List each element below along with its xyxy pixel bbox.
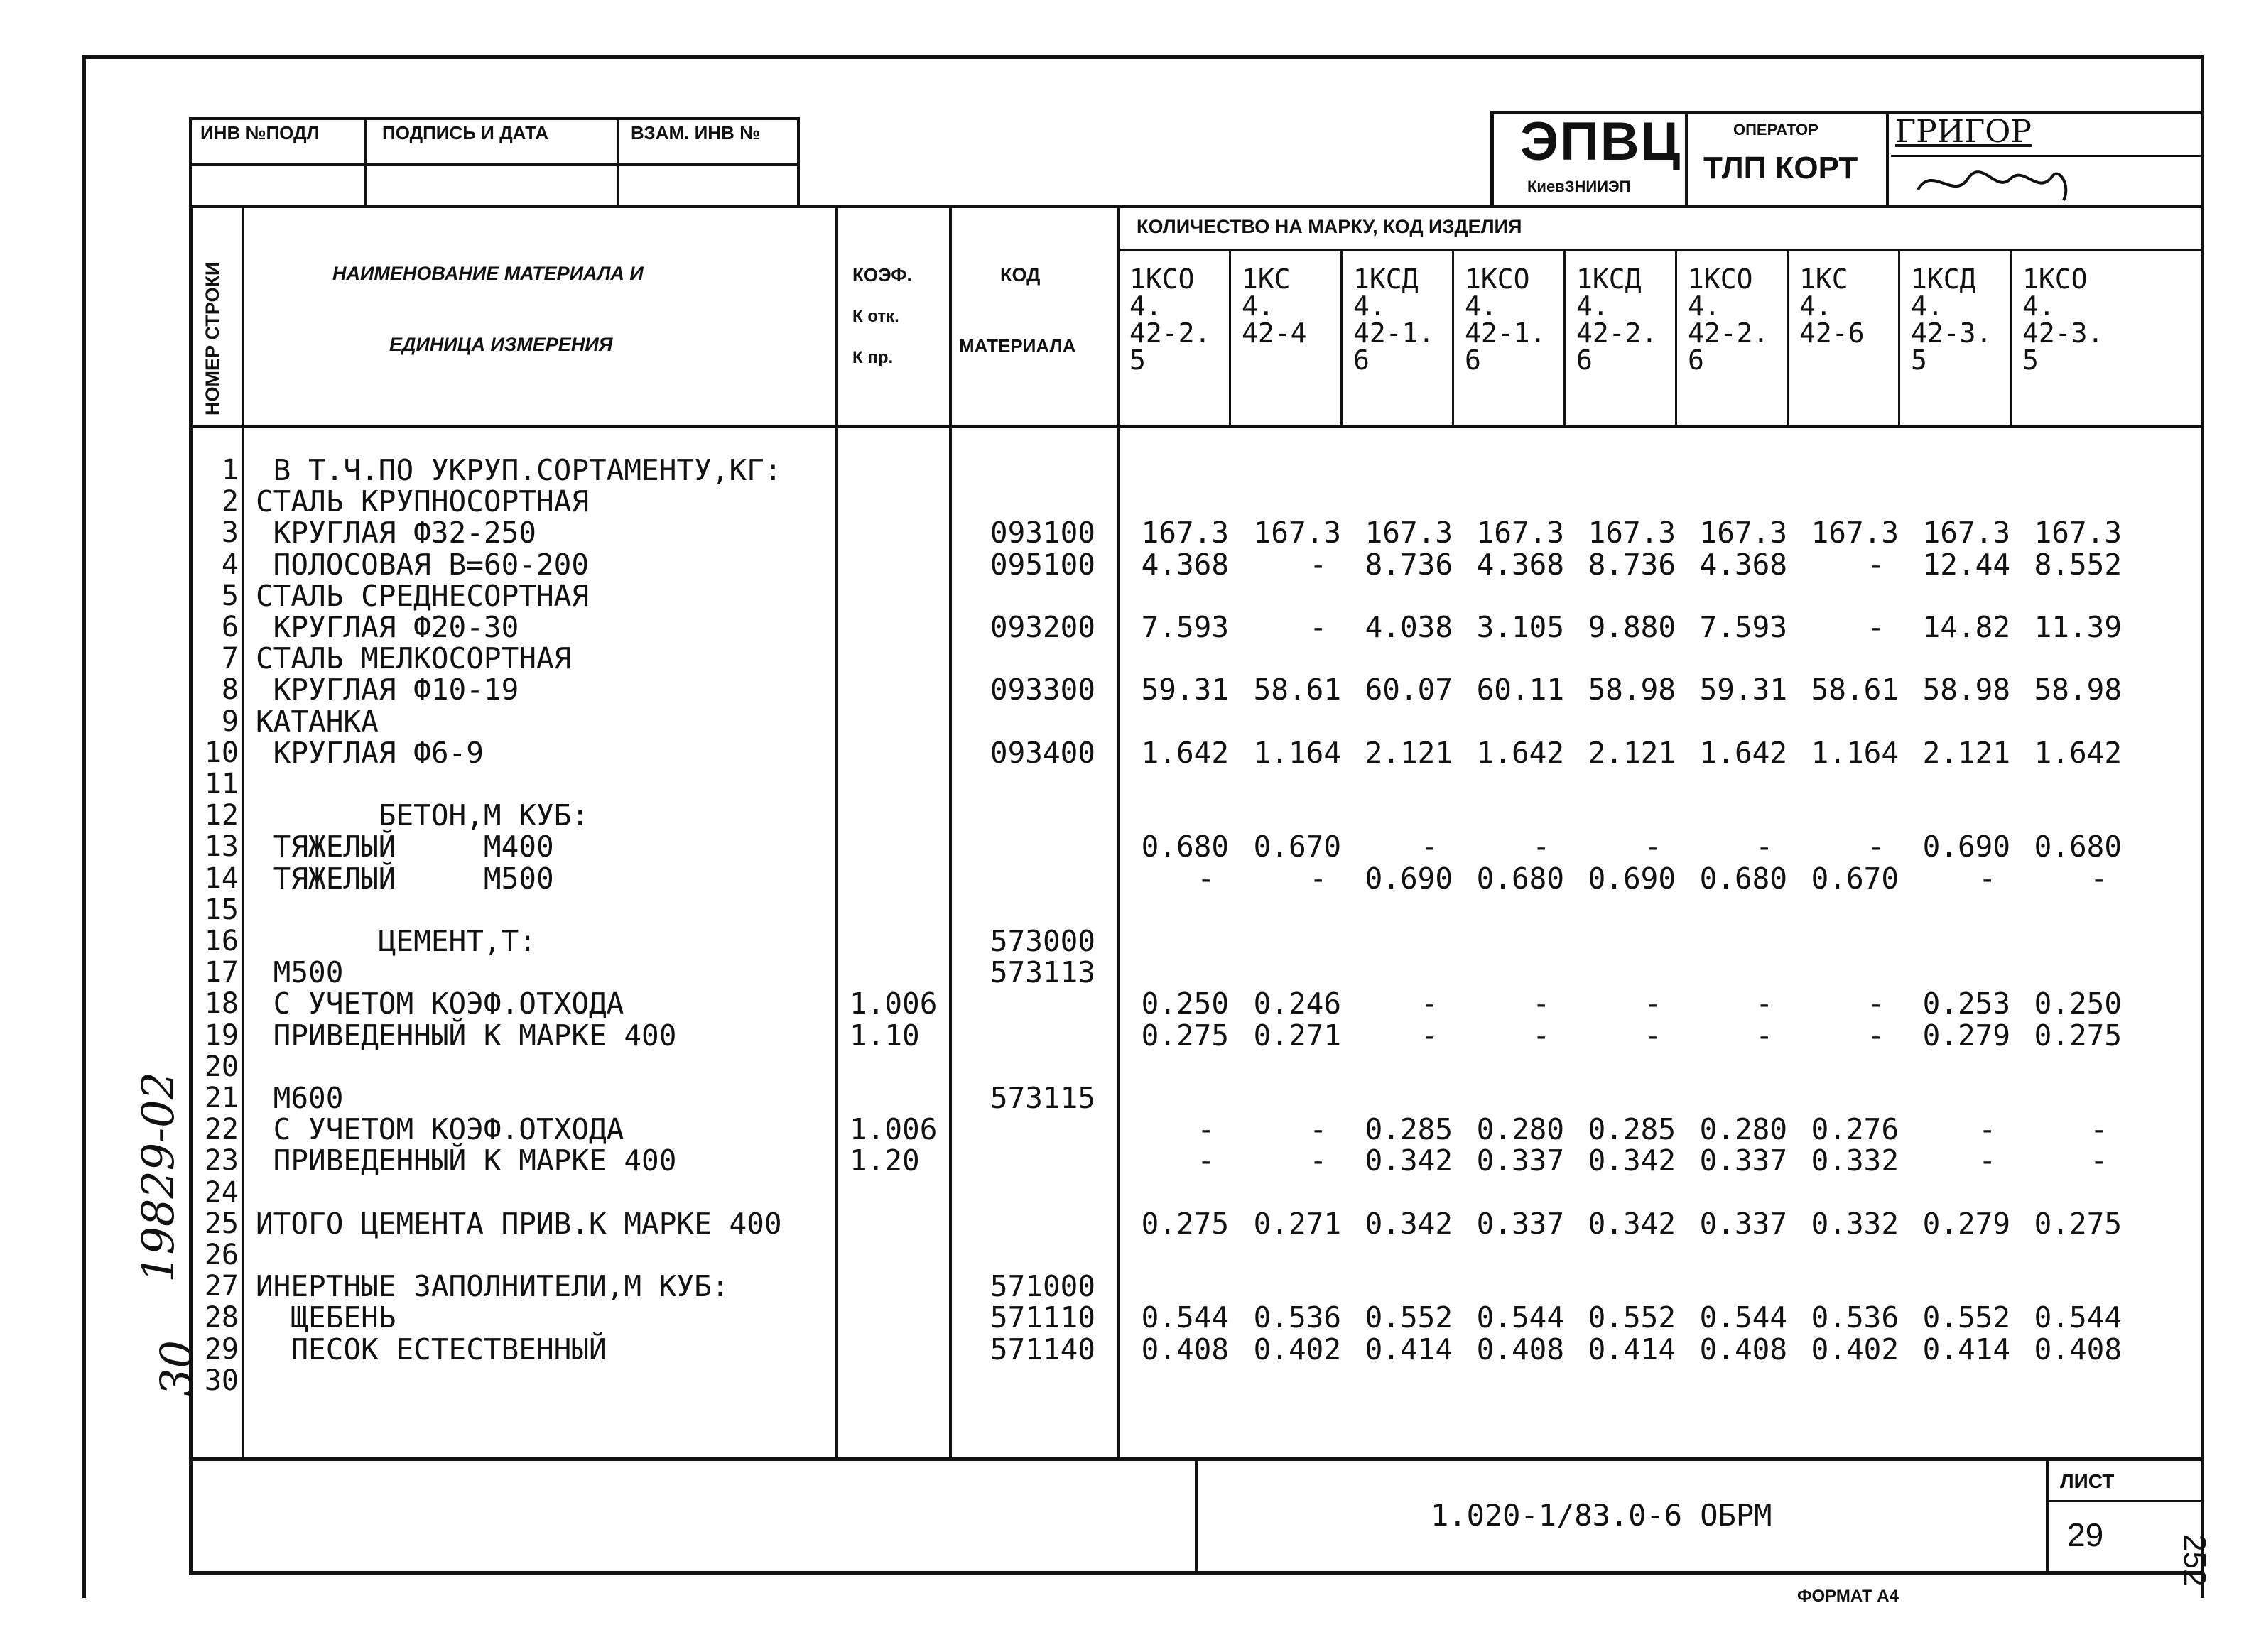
row-number: 22 — [204, 1113, 239, 1146]
header-material-name-2: ЕДИНИЦА ИЗМЕРЕНИЯ — [389, 334, 613, 355]
product-header-8: 1КСД 4. 42-3. 5 — [1911, 263, 1993, 376]
quantity-cell: 8.736 — [1588, 547, 1676, 582]
quantity-cell: 1.164 — [1253, 735, 1341, 770]
row-number: 29 — [204, 1332, 239, 1366]
row-number: 1 — [221, 454, 239, 487]
quantity-cell: 0.285 — [1365, 1112, 1453, 1147]
quantity-cell: 4.368 — [1699, 547, 1787, 582]
margin-mark: 30 — [151, 1340, 202, 1396]
row-number: 8 — [221, 673, 239, 707]
quantity-cell: 0.680 — [2034, 830, 2122, 864]
quantity-cell: 4.368 — [1476, 547, 1564, 582]
quantity-cell: 0.552 — [1588, 1300, 1676, 1335]
format-label: ФОРМАТ А4 — [1797, 1587, 1899, 1606]
quantity-cell: 0.337 — [1699, 1206, 1787, 1241]
quantity-cell: 8.552 — [2034, 547, 2122, 582]
quantity-cell: - — [1421, 1018, 1438, 1053]
quantity-cell: 1.164 — [1811, 735, 1899, 770]
quantity-cell: - — [1978, 1112, 1996, 1147]
row-number: 9 — [221, 705, 239, 738]
quantity-cell: 167.3 — [1811, 516, 1899, 550]
header-coef-2: К отк. — [852, 307, 899, 326]
material-name: ПЕСОК ЕСТЕСТВЕННЫЙ — [256, 1332, 607, 1366]
header-code-2: МАТЕРИАЛА — [959, 335, 1076, 357]
quantity-cell: - — [1867, 987, 1885, 1021]
quantity-cell: 0.544 — [2034, 1300, 2122, 1335]
quantity-cell: 7.593 — [1699, 610, 1787, 644]
quantity-cell: 0.279 — [1922, 1018, 2010, 1053]
margin-inventory-number: 19829-02 — [132, 1071, 184, 1283]
stamp-podpis-data: ПОДПИСЬ И ДАТА — [382, 122, 549, 143]
quantity-cell: 0.536 — [1253, 1300, 1341, 1335]
author-name: ГРИГОР — [1895, 114, 2032, 150]
row-number: 3 — [221, 516, 239, 550]
quantity-cell: - — [1755, 1018, 1773, 1053]
side-number: 252 — [2177, 1534, 2212, 1587]
quantity-cell: 0.332 — [1811, 1143, 1899, 1178]
quantity-cell: 0.690 — [1588, 861, 1676, 896]
quantity-cell: 0.337 — [1476, 1206, 1564, 1241]
quantity-cell: 58.98 — [2034, 673, 2122, 707]
row-number: 27 — [204, 1270, 239, 1303]
quantity-cell: - — [1978, 861, 1996, 896]
quantity-cell: - — [1309, 861, 1327, 896]
quantity-cell: 0.342 — [1588, 1206, 1676, 1241]
material-name: В Т.Ч.ПО УКРУП.СОРТАМЕНТУ,КГ: — [256, 453, 782, 487]
quantity-cell: 0.342 — [1365, 1143, 1453, 1178]
material-name: ЩЕБЕНЬ — [256, 1300, 396, 1335]
quantity-cell: - — [2090, 861, 2108, 896]
row-number: 4 — [221, 548, 239, 581]
operator-value: ТЛП КОРТ — [1703, 151, 1858, 185]
material-code: 093400 — [990, 735, 1095, 770]
header-qty: КОЛИЧЕСТВО НА МАРКУ, КОД ИЗДЕЛИЯ — [1137, 216, 1522, 237]
quantity-cell: 0.414 — [1588, 1332, 1676, 1366]
quantity-cell: 0.246 — [1253, 987, 1341, 1021]
row-number: 12 — [204, 799, 239, 832]
quantity-cell: 167.3 — [1922, 516, 2010, 550]
quantity-cell: 1.642 — [2034, 735, 2122, 770]
quantity-cell: - — [1978, 1143, 1996, 1178]
material-name: ТЯЖЕЛЫЙ М400 — [256, 830, 554, 864]
author-signature — [1911, 158, 2081, 207]
material-code: 571140 — [990, 1332, 1095, 1366]
material-coefficient: 1.10 — [850, 1018, 920, 1053]
quantity-cell: 0.552 — [1365, 1300, 1453, 1335]
quantity-cell: 0.402 — [1253, 1332, 1341, 1366]
quantity-cell: 0.337 — [1476, 1143, 1564, 1178]
document-code: 1.020-1/83.0-6 ОБРМ — [1431, 1498, 1772, 1533]
quantity-cell: 0.680 — [1699, 861, 1787, 896]
row-number: 19 — [204, 1018, 239, 1052]
material-name: М500 — [256, 955, 344, 990]
material-name: ПРИВЕДЕННЫЙ К МАРКЕ 400 — [256, 1143, 677, 1178]
row-number: 20 — [204, 1050, 239, 1083]
row-number: 30 — [204, 1364, 239, 1397]
row-number: 6 — [221, 611, 239, 643]
quantity-cell: - — [1755, 987, 1773, 1021]
quantity-cell: 0.275 — [2034, 1018, 2122, 1053]
quantity-cell: 0.276 — [1811, 1112, 1899, 1147]
quantity-cell: 0.271 — [1253, 1206, 1341, 1241]
org-sub: КиевЗНИИЭП — [1527, 178, 1631, 195]
quantity-cell: 1.642 — [1476, 735, 1564, 770]
quantity-cell: 4.038 — [1365, 610, 1453, 644]
quantity-cell: 0.544 — [1141, 1300, 1229, 1335]
quantity-cell: - — [1755, 830, 1773, 864]
quantity-cell: - — [1532, 1018, 1550, 1053]
quantity-cell: 0.342 — [1365, 1206, 1453, 1241]
material-name: БЕТОН,М КУБ: — [256, 798, 589, 833]
product-header-4: 1КСО 4. 42-1. 6 — [1465, 263, 1546, 376]
quantity-cell: 3.105 — [1476, 610, 1564, 644]
quantity-cell: 0.544 — [1476, 1300, 1564, 1335]
product-header-9: 1КСО 4. 42-3. 5 — [2022, 263, 2104, 376]
quantity-cell: - — [1197, 1143, 1215, 1178]
material-code: 093200 — [990, 610, 1095, 644]
quantity-cell: 0.253 — [1922, 987, 2010, 1021]
quantity-cell: 58.61 — [1811, 673, 1899, 707]
quantity-cell: 0.402 — [1811, 1332, 1899, 1366]
quantity-cell: - — [1532, 830, 1550, 864]
quantity-cell: 59.31 — [1141, 673, 1229, 707]
quantity-cell: 0.552 — [1922, 1300, 2010, 1335]
material-name: СТАЛЬ СРЕДНЕСОРТНАЯ — [256, 578, 589, 613]
material-code: 573115 — [990, 1081, 1095, 1115]
header-material-name-1: НАИМЕНОВАНИЕ МАТЕРИАЛА И — [332, 263, 644, 284]
quantity-cell: 0.250 — [1141, 987, 1229, 1021]
quantity-cell: 8.736 — [1365, 547, 1453, 582]
material-coefficient: 1.006 — [850, 1112, 938, 1147]
material-name: ПРИВЕДЕННЫЙ К МАРКЕ 400 — [256, 1018, 677, 1053]
material-code: 095100 — [990, 547, 1095, 582]
product-header-5: 1КСД 4. 42-2. 6 — [1576, 263, 1658, 376]
material-name: КРУГЛАЯ Ф10-19 — [256, 673, 519, 707]
product-header-2: 1КС 4. 42-4 — [1242, 263, 1307, 349]
row-number: 2 — [221, 485, 239, 518]
quantity-cell: - — [1644, 830, 1661, 864]
row-number: 21 — [204, 1082, 239, 1114]
quantity-cell: - — [2090, 1143, 2108, 1178]
row-number: 16 — [204, 925, 239, 957]
row-number: 25 — [204, 1207, 239, 1240]
quantity-cell: 0.408 — [1476, 1332, 1564, 1366]
header-coef-3: К пр. — [852, 348, 894, 367]
product-header-3: 1КСД 4. 42-1. 6 — [1353, 263, 1435, 376]
quantity-cell: 167.3 — [1588, 516, 1676, 550]
quantity-cell: 0.680 — [1476, 861, 1564, 896]
stamp-vzam-inv: ВЗАМ. ИНВ № — [631, 122, 761, 143]
sheet-number: 29 — [2067, 1516, 2104, 1553]
quantity-cell: 58.98 — [1922, 673, 2010, 707]
quantity-cell: 0.279 — [1922, 1206, 2010, 1241]
outer-frame-right — [2201, 55, 2204, 1598]
row-number: 15 — [204, 893, 239, 926]
row-number: 13 — [204, 830, 239, 864]
material-name: М600 — [256, 1081, 344, 1115]
quantity-cell: 58.61 — [1253, 673, 1341, 707]
quantity-cell: - — [1867, 547, 1885, 582]
quantity-cell: 0.408 — [1141, 1332, 1229, 1366]
quantity-cell: 0.285 — [1588, 1112, 1676, 1147]
quantity-cell: 0.536 — [1811, 1300, 1899, 1335]
quantity-cell: - — [1309, 1112, 1327, 1147]
row-number: 26 — [204, 1239, 239, 1271]
material-name: КАТАНКА — [256, 704, 379, 739]
quantity-cell: - — [1309, 1143, 1327, 1178]
material-coefficient: 1.006 — [850, 987, 938, 1021]
quantity-cell: - — [1644, 987, 1661, 1021]
quantity-cell: 0.271 — [1253, 1018, 1341, 1053]
material-name: СТАЛЬ КРУПНОСОРТНАЯ — [256, 484, 589, 519]
row-number: 23 — [204, 1144, 239, 1178]
quantity-cell: 12.44 — [1922, 547, 2010, 582]
quantity-cell: 2.121 — [1365, 735, 1453, 770]
quantity-cell: - — [1532, 987, 1550, 1021]
quantity-cell: 167.3 — [1476, 516, 1564, 550]
quantity-cell: - — [1309, 610, 1327, 644]
product-header-7: 1КС 4. 42-6 — [1799, 263, 1865, 349]
row-number: 10 — [204, 736, 239, 769]
quantity-cell: 0.544 — [1699, 1300, 1787, 1335]
quantity-cell: 0.332 — [1811, 1206, 1899, 1241]
quantity-cell: 1.642 — [1141, 735, 1229, 770]
quantity-cell: 60.07 — [1365, 673, 1453, 707]
quantity-cell: - — [1867, 830, 1885, 864]
quantity-cell: 167.3 — [2034, 516, 2122, 550]
quantity-cell: - — [2090, 1112, 2108, 1147]
material-coefficient: 1.20 — [850, 1143, 920, 1178]
quantity-cell: 0.670 — [1811, 861, 1899, 896]
quantity-cell: 167.3 — [1253, 516, 1341, 550]
quantity-cell: 0.275 — [1141, 1018, 1229, 1053]
material-name: С УЧЕТОМ КОЭФ.ОТХОДА — [256, 1112, 624, 1147]
org-name: ЭПВЦ — [1520, 112, 1682, 172]
quantity-cell: 0.690 — [1365, 861, 1453, 896]
quantity-cell: 7.593 — [1141, 610, 1229, 644]
quantity-cell: 0.250 — [2034, 987, 2122, 1021]
quantity-cell: 0.414 — [1365, 1332, 1453, 1366]
quantity-cell: - — [1197, 861, 1215, 896]
row-number: 14 — [204, 862, 239, 895]
quantity-cell: 0.280 — [1699, 1112, 1787, 1147]
product-header-6: 1КСО 4. 42-2. 6 — [1688, 263, 1769, 376]
quantity-cell: 0.280 — [1476, 1112, 1564, 1147]
quantity-cell: 0.342 — [1588, 1143, 1676, 1178]
material-code: 571000 — [990, 1269, 1095, 1304]
material-code: 093300 — [990, 673, 1095, 707]
quantity-cell: 0.680 — [1141, 830, 1229, 864]
material-name: ИТОГО ЦЕМЕНТА ПРИВ.К МАРКЕ 400 — [256, 1206, 782, 1241]
header-coef-1: КОЭФ. — [852, 264, 912, 286]
quantity-cell: 0.408 — [1699, 1332, 1787, 1366]
material-name: КРУГЛАЯ Ф6-9 — [256, 735, 484, 770]
material-code: 571110 — [990, 1300, 1095, 1335]
row-number: 28 — [204, 1301, 239, 1335]
quantity-cell: 0.408 — [2034, 1332, 2122, 1366]
quantity-cell: - — [1644, 1018, 1661, 1053]
outer-frame-top — [84, 55, 2202, 59]
quantity-cell: 0.275 — [1141, 1206, 1229, 1241]
material-name: КРУГЛАЯ Ф20-30 — [256, 610, 519, 644]
stamp-inv-podl: ИНВ №ПОДЛ — [200, 122, 320, 143]
quantity-cell: - — [1197, 1112, 1215, 1147]
material-name: СТАЛЬ МЕЛКОСОРТНАЯ — [256, 641, 572, 676]
material-code: 093100 — [990, 516, 1095, 550]
outer-frame-left — [82, 55, 86, 1598]
material-name: КРУГЛАЯ Ф32-250 — [256, 516, 536, 550]
quantity-cell: - — [1867, 610, 1885, 644]
quantity-cell: 0.414 — [1922, 1332, 2010, 1366]
material-name: С УЧЕТОМ КОЭФ.ОТХОДА — [256, 987, 624, 1021]
quantity-cell: 167.3 — [1365, 516, 1453, 550]
product-header-1: 1КСО 4. 42-2. 5 — [1129, 263, 1211, 376]
material-code: 573000 — [990, 924, 1095, 958]
quantity-cell: 1.642 — [1699, 735, 1787, 770]
quantity-cell: - — [1421, 830, 1438, 864]
quantity-cell: 0.670 — [1253, 830, 1341, 864]
quantity-cell: 167.3 — [1699, 516, 1787, 550]
operator-label: ОПЕРАТОР — [1733, 121, 1818, 138]
quantity-cell: 4.368 — [1141, 547, 1229, 582]
material-name: ПОЛОСОВАЯ В=60-200 — [256, 547, 589, 582]
material-name: ИНЕРТНЫЕ ЗАПОЛНИТЕЛИ,М КУБ: — [256, 1269, 730, 1304]
quantity-cell: 9.880 — [1588, 610, 1676, 644]
quantity-cell: 2.121 — [1922, 735, 2010, 770]
material-name: ТЯЖЕЛЫЙ М500 — [256, 861, 554, 896]
material-code: 573113 — [990, 955, 1095, 990]
quantity-cell: 0.690 — [1922, 830, 2010, 864]
quantity-cell: 58.98 — [1588, 673, 1676, 707]
row-number: 5 — [221, 579, 239, 612]
quantity-cell: 0.275 — [2034, 1206, 2122, 1241]
row-number: 24 — [204, 1175, 239, 1209]
quantity-cell: - — [1309, 547, 1327, 582]
quantity-cell: 167.3 — [1141, 516, 1229, 550]
quantity-cell: 0.337 — [1699, 1143, 1787, 1178]
row-number: 11 — [204, 768, 239, 800]
sheet-label: ЛИСТ — [2060, 1470, 2115, 1492]
row-number: 7 — [221, 642, 239, 675]
quantity-cell: 60.11 — [1476, 673, 1564, 707]
quantity-cell: 11.39 — [2034, 610, 2122, 644]
quantity-cell: 59.31 — [1699, 673, 1787, 707]
quantity-cell: - — [1867, 1018, 1885, 1053]
header-code-1: КОД — [1000, 264, 1041, 286]
header-row-number: НОМЕР СТРОКИ — [202, 261, 223, 415]
quantity-cell: 14.82 — [1922, 610, 2010, 644]
row-number: 18 — [204, 987, 239, 1021]
quantity-cell: 2.121 — [1588, 735, 1676, 770]
material-name: ЦЕМЕНТ,Т: — [256, 924, 536, 958]
quantity-cell: - — [1421, 987, 1438, 1021]
row-number: 17 — [204, 956, 239, 989]
